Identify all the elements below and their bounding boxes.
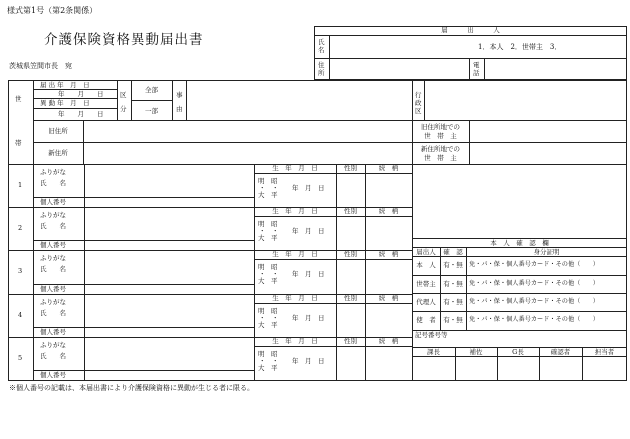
member-personal-no-label: 個人番号 (40, 198, 66, 207)
form-number: 様式第1号（第2条関係） (7, 6, 98, 15)
side-label-top: 世 (15, 95, 22, 103)
new-address-label: 新住所 (48, 149, 68, 157)
member-era-dots: ・ ・ (259, 313, 279, 322)
stamp-label: 課長 (427, 348, 440, 356)
notifier-address-field[interactable] (331, 60, 467, 78)
notifier-name-label: 氏名 (318, 38, 325, 54)
member-furigana-label: ふりがな (40, 340, 66, 349)
notifier-address-label: 住所 (318, 61, 325, 77)
member-era-bottom: 大 平 (258, 320, 278, 329)
stamp-box[interactable] (498, 357, 538, 379)
member-relation-header: 続 柄 (378, 293, 399, 302)
member-personal-no-field[interactable] (86, 371, 252, 379)
member-era-bottom: 大 平 (258, 277, 278, 286)
member-era-top: 明 昭 (258, 220, 278, 229)
member-personal-no-label: 個人番号 (40, 371, 66, 379)
member-sex-header: 性別 (344, 164, 357, 172)
form-title: 介護保険資格異動届出書 (44, 32, 204, 48)
identity-row-proof[interactable]: 免・パ・保・個人番号カード・その他（ ） (469, 298, 599, 305)
change-date-label: 異 動 年 月 日 (40, 99, 90, 107)
member-relation-header: 続 柄 (378, 207, 399, 216)
member-sex-header: 性別 (344, 293, 357, 302)
jiyuu-field[interactable] (188, 82, 410, 118)
identity-heading: 本 人 確 認 欄 (490, 239, 549, 247)
report-date-value: 年 月 日 (58, 90, 104, 98)
member-name-label: 氏 名 (40, 222, 66, 231)
member-birth-header: 生 年 月 日 (272, 164, 318, 172)
stamp-box[interactable] (456, 357, 496, 379)
member-era-dots: ・ ・ (259, 270, 279, 279)
member-personal-no-field[interactable] (86, 285, 252, 293)
member-birth-header: 生 年 月 日 (272, 336, 318, 345)
identity-row-proof[interactable]: 免・パ・保・個人番号カード・その他（ ） (469, 261, 599, 268)
stamp-label: 確認者 (550, 348, 571, 356)
gyosei-field[interactable] (426, 82, 624, 118)
old-householder-label-2: 世 帯 主 (424, 132, 457, 140)
member-name-field[interactable] (86, 339, 252, 368)
member-relation-field[interactable] (367, 261, 410, 291)
member-relation-header: 続 柄 (378, 164, 399, 172)
jiyuu-label: 事由 (176, 91, 183, 113)
kubun-zenbu[interactable]: 全部 (145, 86, 158, 94)
member-era-bottom: 大 平 (258, 363, 278, 372)
member-relation-header: 続 柄 (378, 336, 399, 345)
member-era-top: 明 昭 (258, 177, 278, 185)
notifier-phone-label: 電話 (473, 61, 480, 77)
identity-notes-label: 記号番号等 (415, 331, 448, 339)
member-furigana-label: ふりがな (40, 254, 66, 263)
new-address-field[interactable] (85, 144, 410, 162)
member-sex-field[interactable] (338, 305, 363, 335)
member-name-label: 氏 名 (40, 179, 66, 187)
identity-col-confirm: 確 認 (443, 248, 463, 256)
gyosei-label: 行政区 (415, 91, 422, 115)
identity-row-label: 使 者 (416, 316, 436, 324)
identity-row-check[interactable]: 有・無 (443, 316, 463, 324)
member-personal-no-field[interactable] (86, 328, 252, 336)
old-address-label: 旧住所 (48, 127, 68, 135)
member-birth-date: 年 月 日 (292, 356, 325, 365)
member-relation-field[interactable] (367, 175, 410, 205)
member-relation-field[interactable] (367, 218, 410, 248)
member-name-field[interactable] (86, 296, 252, 325)
member-birth-header: 生 年 月 日 (272, 207, 318, 216)
identity-row-proof[interactable]: 免・パ・保・個人番号カード・その他（ ） (469, 316, 599, 323)
stamp-label: 補佐 (469, 348, 483, 356)
member-relation-header: 続 柄 (378, 250, 399, 259)
member-name-label: 氏 名 (40, 308, 66, 317)
side-label-bottom: 帯 (15, 139, 22, 147)
identity-row-label: 代理人 (416, 298, 436, 306)
stamp-box[interactable] (540, 357, 581, 379)
member-sex-field[interactable] (338, 218, 363, 248)
member-name-label: 氏 名 (40, 351, 66, 360)
kubun-label: 区分 (120, 91, 127, 113)
member-number: 2 (18, 224, 23, 233)
identity-col-notifier: 届出人 (416, 248, 436, 256)
notifier-relation-options: 1．本人 2．世帯主 3． (478, 43, 562, 51)
member-number: 1 (18, 181, 23, 189)
member-sex-field[interactable] (338, 348, 363, 378)
old-householder-label-1: 旧住所地での (421, 123, 460, 131)
member-name-field[interactable] (86, 209, 252, 238)
change-date-value: 年 月 日 (58, 110, 104, 118)
stamp-box[interactable] (413, 357, 454, 379)
member-era-dots: ・ ・ (259, 227, 279, 236)
member-personal-no-field[interactable] (86, 198, 252, 206)
new-householder-label-1: 新住所地での (421, 145, 460, 153)
member-era-top: 明 昭 (258, 306, 278, 315)
member-furigana-label: ふりがな (40, 211, 66, 220)
member-furigana-label: ふりがな (40, 168, 66, 176)
member-era-bottom: 大 平 (258, 234, 278, 243)
member-number: 5 (18, 353, 23, 362)
member-birth-header: 生 年 月 日 (272, 293, 318, 302)
old-householder-field[interactable] (471, 122, 624, 140)
member-birth-date: 年 月 日 (292, 227, 325, 236)
member-relation-field[interactable] (367, 305, 410, 335)
member-birth-header: 生 年 月 日 (272, 250, 318, 259)
identity-row-label: 世帯主 (416, 280, 436, 288)
notifier-heading: 届 出 人 (441, 26, 500, 34)
member-era-top: 明 昭 (258, 349, 278, 358)
member-personal-no-label: 個人番号 (40, 327, 66, 336)
identity-row-label: 本 人 (416, 261, 436, 269)
member-birth-date: 年 月 日 (292, 270, 325, 279)
new-householder-label-2: 世 帯 主 (424, 154, 457, 162)
notifier-phone-field[interactable] (486, 60, 624, 78)
stamp-label: 担当者 (594, 348, 615, 356)
report-date-label: 届 出 年 月 日 (40, 81, 90, 89)
identity-row-check[interactable]: 有・無 (443, 298, 463, 306)
member-number: 3 (18, 267, 23, 276)
notifier-name-field[interactable] (331, 37, 475, 56)
member-name-label: 氏 名 (40, 265, 66, 274)
member-sex-header: 性別 (344, 207, 357, 216)
member-sex-header: 性別 (344, 336, 357, 345)
member-era-dots: ・ ・ (259, 184, 279, 192)
member-personal-no-field[interactable] (86, 241, 252, 249)
member-name-field[interactable] (86, 166, 252, 195)
footnote: ※個人番号の記載は、本届出書により介護保険資格に異動が生じる者に限る。 (9, 384, 254, 392)
new-householder-field[interactable] (471, 144, 624, 162)
stamp-label: G長 (512, 348, 524, 356)
member-birth-date: 年 月 日 (292, 184, 325, 192)
identity-row-check[interactable]: 有・無 (443, 280, 463, 288)
kubun-ichibu[interactable]: 一部 (145, 107, 158, 115)
member-era-dots: ・ ・ (259, 356, 279, 365)
member-furigana-label: ふりがな (40, 297, 66, 306)
identity-col-proof: 身分証明 (533, 248, 560, 256)
member-birth-date: 年 月 日 (292, 313, 325, 322)
member-personal-no-label: 個人番号 (40, 284, 66, 293)
addressee: 茨城県笠間市長 宛 (9, 62, 72, 70)
member-era-bottom: 大 平 (258, 191, 278, 199)
member-sex-header: 性別 (344, 250, 357, 259)
member-name-field[interactable] (86, 252, 252, 281)
stamp-box[interactable] (583, 357, 626, 379)
member-sex-field[interactable] (338, 175, 363, 205)
identity-row-check[interactable]: 有・無 (443, 261, 463, 269)
member-number: 4 (18, 310, 23, 319)
old-address-field[interactable] (85, 122, 410, 140)
member-personal-no-label: 個人番号 (40, 241, 66, 250)
member-sex-field[interactable] (338, 261, 363, 291)
member-relation-field[interactable] (367, 348, 410, 378)
identity-row-proof[interactable]: 免・パ・保・個人番号カード・その他（ ） (469, 280, 599, 287)
member-era-top: 明 昭 (258, 263, 278, 272)
